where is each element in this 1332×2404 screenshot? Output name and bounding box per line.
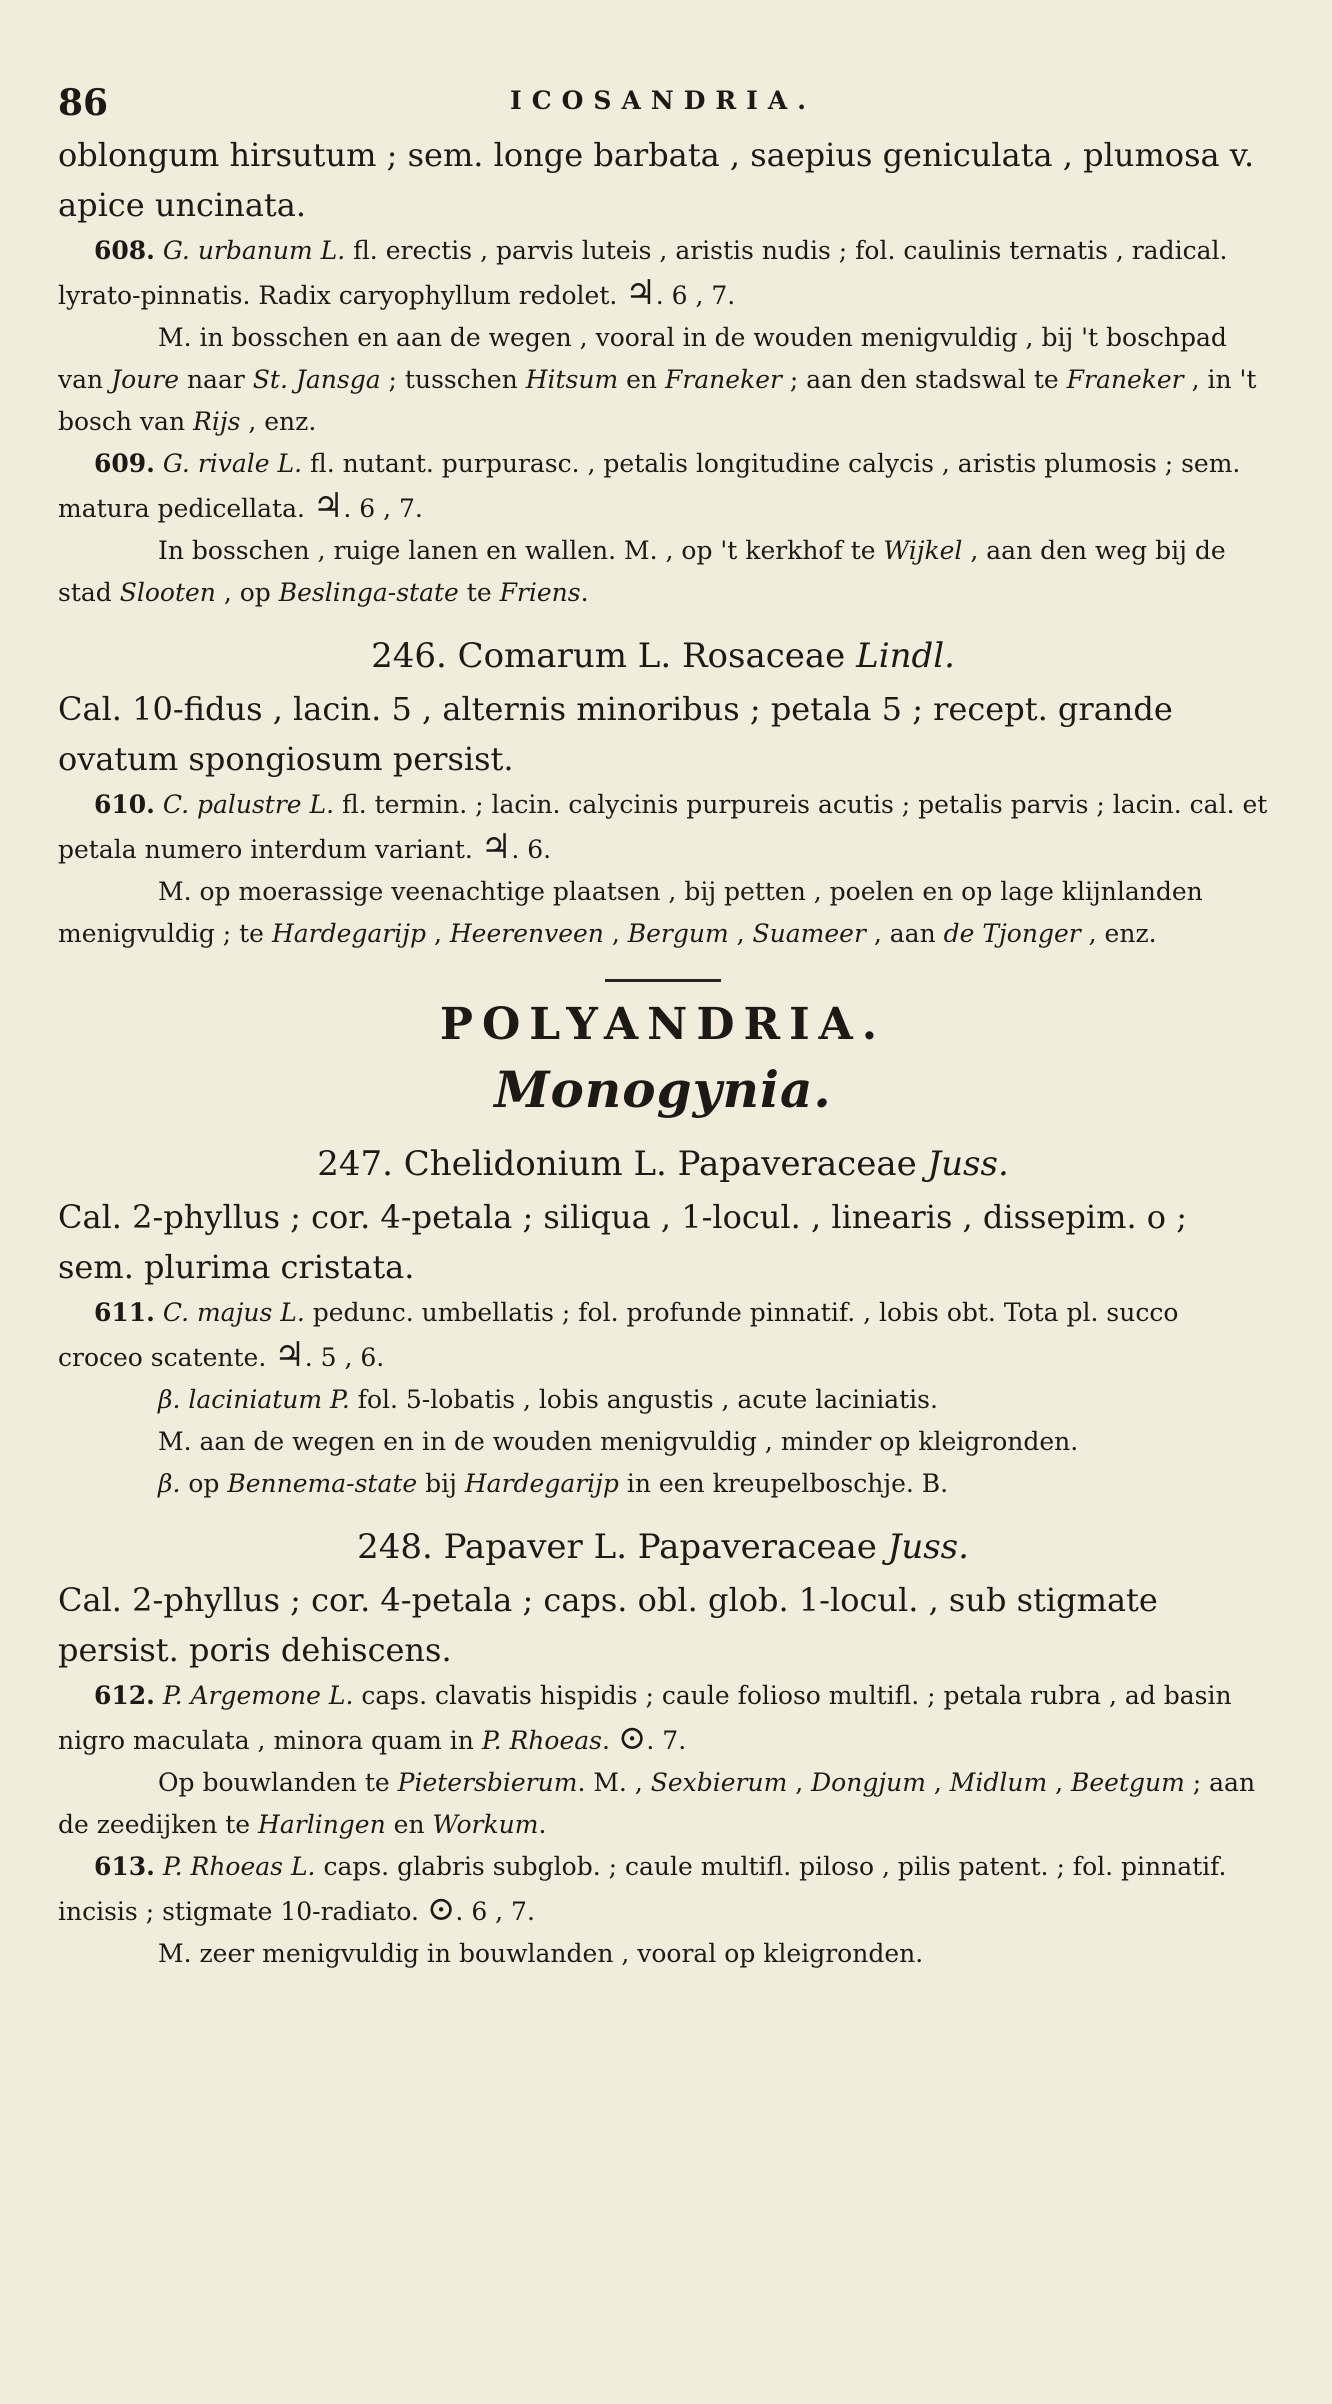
locality-text: , [787,1768,812,1797]
species-611 [58,1292,1268,1379]
species-name: P. Argemone L. [162,1681,354,1710]
perennial-symbol-icon: ♃ [274,1335,305,1375]
genus-heading-246 [58,628,1268,684]
variety-locality-611 [58,1463,1268,1505]
intro-text: oblongum hirsutum ; sem. longe barbata , saepius geniculata , plumosa v. apice uncinata. [58,136,1255,224]
place-name: Midlum [949,1768,1048,1797]
place-name: Bennema-state [227,1469,418,1498]
running-title: ICOSANDRIA. [510,86,816,115]
species-description: fl. nutant. purpurasc. , petalis longitudine calycis , aristis plumosis ; sem. matura pedicellata. [58,449,1241,523]
locality-text: ; aan de zeedijken te [58,1768,1256,1839]
locality-text: en [385,1810,433,1839]
locality-text: in een kreupelboschje. B. [618,1469,949,1498]
flowering-months: . 6 , 7. [343,494,423,523]
species-name: G. rivale L. [162,449,303,478]
locality-text: , aan den weg bij de stad [58,536,1226,607]
locality-text: , in 't bosch van [58,365,1257,436]
locality-text: Op bouwlanden te [158,1768,398,1797]
place-name: St. Jansga [252,365,381,394]
flowering-months: . 6 , 7. [655,281,736,310]
species-609 [58,443,1268,530]
locality-text: bij [417,1469,465,1498]
place-name: Suameer [752,919,866,948]
place-name: Heerenveen [449,919,604,948]
species-number: 610. [94,790,155,819]
flowering-months: . 7. [646,1726,687,1755]
species-description: caps. glabris subglob. ; caule multifl. piloso , pilis patent. ; fol. pinnatif. incisis ; stigmate 10-radiato. [58,1852,1227,1926]
variety-611 [58,1379,1268,1421]
locality-text: , aan [865,919,944,948]
species-description: fl. termin. ; lacin. calycinis purpureis acutis ; petalis parvis ; lacin. cal. et petala numero interdum variant. [58,790,1268,864]
species-description: caps. clavatis hispidis ; caule folioso multifl. ; petala rubra , ad basin nigro maculata , minora quam in [58,1681,1232,1755]
place-name: Bergum [627,919,729,948]
locality-text: , [603,919,628,948]
place-name: Franeker [1066,365,1184,394]
species-number: 613. [94,1852,155,1881]
locality-text: , [426,919,450,948]
family-author: Juss. [927,1144,1009,1184]
place-name: Pietersbierum [397,1768,578,1797]
variety-label: β. [158,1385,181,1414]
place-name: Beetgum [1071,1768,1185,1797]
family-author: Lindl. [856,636,955,676]
species-description: . [601,1726,618,1755]
locality-text: te [458,578,500,607]
species-number: 612. [94,1681,155,1710]
perennial-symbol-icon: ♃ [480,827,512,867]
genus-title: 248. Papaver L. Papaveraceae [357,1527,888,1567]
place-name: de Tjonger [943,919,1081,948]
place-name: Sexbierum [650,1768,788,1797]
species-reference: P. Rhoeas [481,1726,602,1755]
section-divider [605,979,721,982]
place-name: Hitsum [525,365,619,394]
locality-608 [58,317,1268,443]
locality-613: M. zeer menigvuldig in bouwlanden , vooral op kleigronden. [158,1939,924,1968]
locality-text: naar [179,365,253,394]
flowering-months: . 6. [511,835,552,864]
locality-609 [58,530,1268,614]
locality-text: , [925,1768,950,1797]
species-description: pedunc. umbellatis ; fol. profunde pinnatif. , lobis obt. Tota pl. succo croceo scatente. [58,1298,1179,1372]
locality-text: . [538,1810,547,1839]
species-name: G. urbanum L. [162,236,346,265]
place-name: Rijs [193,407,241,436]
place-name: Dongjum [811,1768,926,1797]
locality-text: M. op moerassige veenachtige plaatsen , bij petten , poelen en op lage klijnlanden menigvuldig ; te [58,877,1203,948]
species-number: 609. [94,449,155,478]
locality-text: , enz. [1080,919,1157,948]
species-608 [58,230,1268,317]
perennial-symbol-icon: ♃ [625,273,656,313]
page-number: 86 [58,82,109,124]
place-name: Joure [111,365,179,394]
locality-text: ; tusschen [380,365,526,394]
genus-character-246: Cal. 10-fidus , lacin. 5 , alternis minoribus ; petala 5 ; recept. grande ovatum spongiosum persist. [58,690,1173,778]
variety-description: fol. 5-lobatis , lobis angustis , acute laciniatis. [349,1385,938,1414]
locality-612 [58,1762,1268,1846]
place-name: Beslinga-state [278,578,459,607]
species-612 [58,1675,1268,1762]
genus-character-248: Cal. 2-phyllus ; cor. 4-petala ; caps. obl. glob. 1-locul. , sub stigmate persist. poris dehiscens. [58,1581,1158,1669]
genus-title: 246. Comarum L. Rosaceae [371,636,857,676]
locality-text: , [1047,1768,1071,1797]
perennial-symbol-icon: ♃ [312,486,344,526]
class-heading: POLYANDRIA. [439,999,887,1050]
species-610 [58,784,1268,871]
locality-text: en [618,365,665,394]
flowering-months: . 5 , 6. [304,1343,385,1372]
locality-text: , op [215,578,279,607]
order-heading: Monogynia. [494,1060,832,1119]
locality-text: , enz. [240,407,317,436]
locality-611: M. aan de wegen en in de wouden menigvuldig , minder op kleigronden. [158,1427,1079,1456]
place-name: Hardegarijp [271,919,427,948]
locality-text: , [728,919,753,948]
locality-text: In bosschen , ruige lanen en wallen. M. , op 't kerkhof te [158,536,884,565]
species-number: 611. [94,1298,155,1327]
species-name: C. palustre L. [162,790,335,819]
page-header [58,70,1268,130]
place-name: Slooten [119,578,216,607]
locality-610 [58,871,1268,955]
variety-label: β. [158,1469,181,1498]
species-613 [58,1846,1268,1933]
locality-text: . M. , [577,1768,651,1797]
annual-symbol-icon: ⊙ [617,1718,647,1758]
locality-text: . [580,578,589,607]
genus-heading-248 [58,1519,1268,1575]
place-name: Harlingen [258,1810,386,1839]
genus-heading-247 [58,1136,1268,1192]
annual-symbol-icon: ⊙ [426,1889,456,1929]
genus-character-247: Cal. 2-phyllus ; cor. 4-petala ; siliqua , 1-locul. , linearis , dissepim. o ; sem. plurima cristata. [58,1198,1188,1286]
species-name: C. majus L. [162,1298,305,1327]
locality-text: ; aan den stadswal te [781,365,1067,394]
species-description: fl. erectis , parvis luteis , aristis nudis ; fol. caulinis ternatis , radical. lyrato-pinnatis. Radix caryophyllum redolet. [58,236,1228,310]
variety-name: laciniatum P. [188,1385,350,1414]
family-author: Juss. [887,1527,969,1567]
flowering-months: . 6 , 7. [455,1897,535,1926]
place-name: Workum [432,1810,539,1839]
species-name: P. Rhoeas L. [162,1852,316,1881]
book-page [58,70,1268,2390]
locality-text: M. in bosschen en aan de wegen , vooral in de wouden menigvuldig , bij 't boschpad van [58,323,1227,394]
place-name: Friens [499,578,581,607]
place-name: Wijkel [883,536,963,565]
genus-title: 247. Chelidonium L. Papaveraceae [317,1144,928,1184]
species-number: 608. [94,236,155,265]
locality-text: op [180,1469,228,1498]
place-name: Hardegarijp [464,1469,619,1498]
place-name: Franeker [664,365,782,394]
